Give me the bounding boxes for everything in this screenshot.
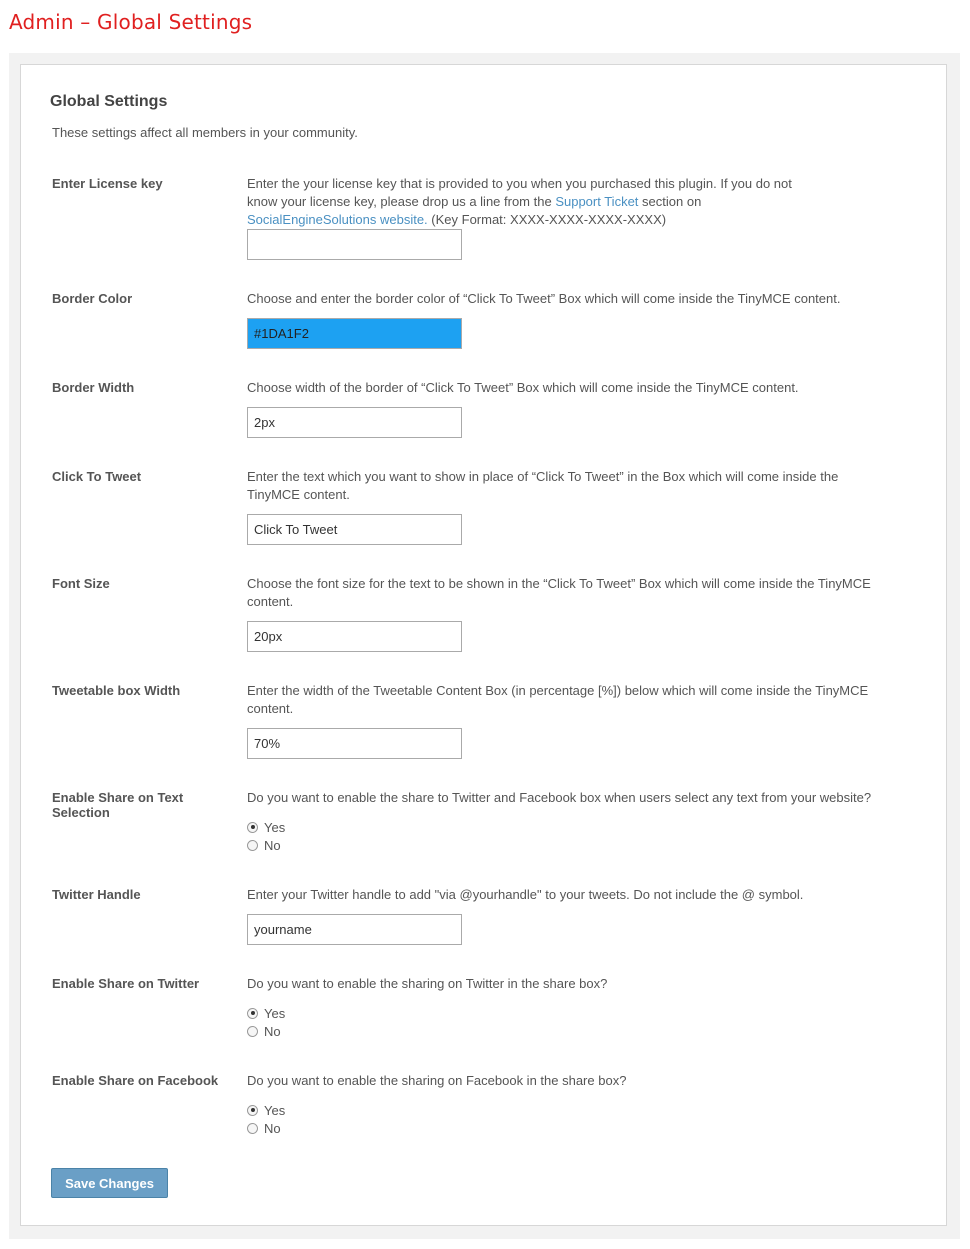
click-to-tweet-label: Click To Tweet (52, 469, 142, 484)
border-width-label: Border Width (52, 380, 135, 395)
panel-description: These settings affect all members in your community. (52, 125, 358, 140)
share-twitter-yes-label: Yes (264, 1005, 286, 1021)
share-facebook-yes-label: Yes (264, 1102, 286, 1118)
share-facebook-label: Enable Share on Facebook (52, 1073, 219, 1088)
share-text-selection-yes-option[interactable] (247, 818, 285, 836)
share-text-selection-no-label: No (264, 837, 281, 853)
share-twitter-yes-radio[interactable] (247, 1008, 258, 1019)
license-desc-text-3: (Key Format: XXXX-XXXX-XXXX-XXXX) (427, 212, 667, 227)
share-twitter-yes-option[interactable] (247, 1004, 285, 1022)
font-size-label: Font Size (52, 576, 110, 591)
tweetable-box-width-label: Tweetable box Width (52, 683, 181, 698)
twitter-handle-description: Enter your Twitter handle to add "via @yourhandle" to your tweets. Do not include the @ symbol. (247, 887, 804, 902)
tweetable-box-width-description: Enter the width of the Tweetable Content Box (in percentage [%]) below which will come inside the TinyMCE content. (247, 683, 869, 716)
share-text-selection-yes-radio[interactable] (247, 822, 258, 833)
share-facebook-no-option[interactable] (247, 1119, 281, 1137)
border-color-input[interactable] (247, 318, 462, 349)
share-facebook-yes-option[interactable] (247, 1101, 285, 1119)
border-color-description: Choose and enter the border color of “Click To Tweet” Box which will come inside the TinyMCE content. (247, 291, 841, 306)
share-twitter-no-radio[interactable] (247, 1026, 258, 1037)
share-facebook-no-label: No (264, 1120, 281, 1136)
twitter-handle-input[interactable] (247, 914, 462, 945)
share-text-selection-no-option[interactable] (247, 836, 281, 854)
save-changes-button[interactable]: Save Changes (51, 1168, 168, 1198)
socialenginesolutions-website-link[interactable]: SocialEngineSolutions website. (247, 212, 428, 227)
share-twitter-no-label: No (264, 1023, 281, 1039)
share-text-selection-label: Enable Share on Text Selection (52, 790, 184, 820)
license-desc-text-1: Enter the your license key that is provided to you when you purchased this plugin. If you do not know your license key, please drop us a line from the (247, 176, 792, 209)
tweetable-box-width-input[interactable] (247, 728, 462, 759)
share-twitter-label: Enable Share on Twitter (52, 976, 200, 991)
font-size-input[interactable] (247, 621, 462, 652)
border-width-description: Choose width of the border of “Click To Tweet” Box which will come inside the TinyMCE content. (247, 380, 799, 395)
click-to-tweet-input[interactable] (247, 514, 462, 545)
settings-container (9, 53, 960, 1239)
twitter-handle-label: Twitter Handle (52, 887, 141, 902)
share-text-selection-yes-label: Yes (264, 819, 286, 835)
page-heading: Admin – Global Settings (9, 10, 253, 34)
share-facebook-description: Do you want to enable the sharing on Facebook in the share box? (247, 1073, 627, 1088)
border-width-input[interactable] (247, 407, 462, 438)
share-text-selection-description: Do you want to enable the share to Twitter and Facebook box when users select any text from your website? (247, 790, 872, 805)
license-key-input[interactable] (247, 229, 462, 260)
font-size-description: Choose the font size for the text to be shown in the “Click To Tweet” Box which will come inside the TinyMCE content. (247, 576, 871, 609)
click-to-tweet-description: Enter the text which you want to show in place of “Click To Tweet” in the Box which will come inside the TinyMCE content. (247, 469, 839, 502)
share-text-selection-no-radio[interactable] (247, 840, 258, 851)
share-facebook-no-radio[interactable] (247, 1123, 258, 1134)
license-key-label: Enter License key (52, 176, 163, 191)
panel-title: Global Settings (50, 93, 168, 110)
support-ticket-link[interactable]: Support Ticket (555, 194, 639, 209)
share-twitter-no-option[interactable] (247, 1022, 281, 1040)
license-desc-text-2: section on (638, 194, 702, 209)
share-facebook-yes-radio[interactable] (247, 1105, 258, 1116)
license-key-description (247, 175, 792, 229)
border-color-label: Border Color (52, 291, 133, 306)
global-settings-panel (20, 64, 947, 1226)
share-twitter-description: Do you want to enable the sharing on Twitter in the share box? (247, 976, 608, 991)
